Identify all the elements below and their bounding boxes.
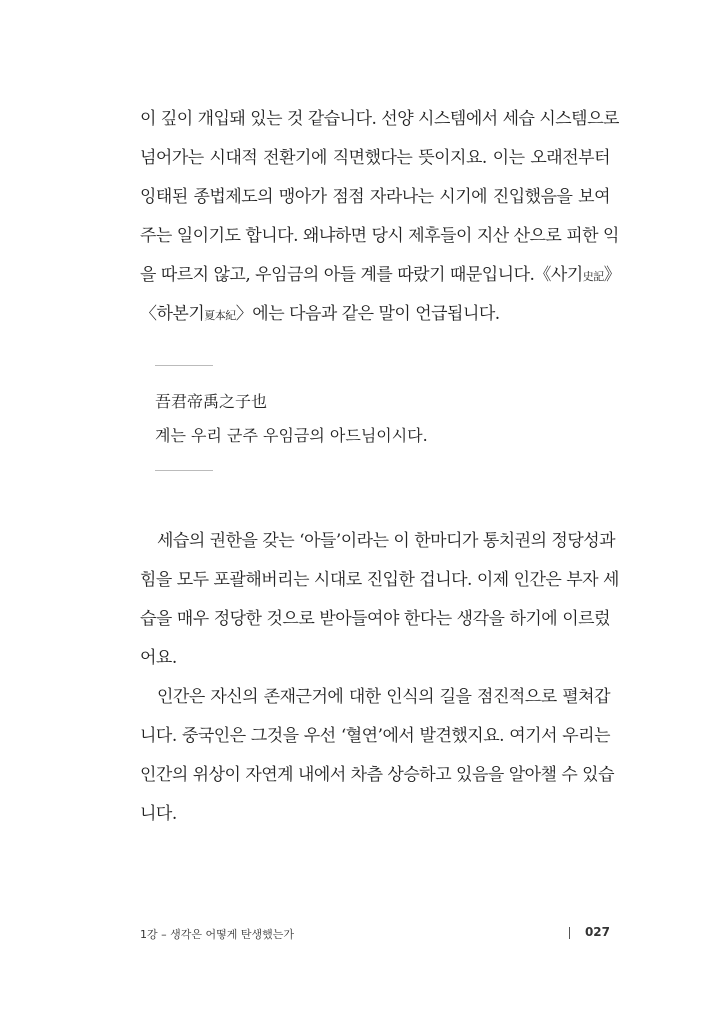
- text-line: 니다.: [140, 804, 177, 824]
- paragraph-3: [140, 678, 615, 834]
- page-number: 027: [584, 925, 610, 939]
- text-segment: 〈하본기: [140, 304, 205, 324]
- text-line: 니다. 중국인은 그것을 우선 ‘혈연’에서 발견했지요. 여기서 우리는: [140, 726, 610, 746]
- text-line: 힘을 모두 포괄해버리는 시대로 진입한 겁니다. 이제 인간은 부자 세: [140, 570, 619, 590]
- quote-original: 吾君帝禹之子也: [155, 392, 268, 411]
- block-quote: [155, 385, 595, 453]
- quote-divider-bottom: [155, 470, 213, 471]
- text-line: 이 깊이 개입돼 있는 것 같습니다. 선양 시스템에서 세습 시스템으로: [140, 109, 619, 129]
- text-line: 세습의 권한을 갖는 ‘아들’이라는 이 한마디가 통치권의 정당성과: [157, 531, 616, 551]
- text-line: 인간의 위상이 자연계 내에서 차츰 상승하고 있음을 알아챌 수 있습: [140, 765, 615, 785]
- hanja-annotation: 夏本紀: [204, 309, 236, 322]
- text-segment: 》: [603, 265, 621, 285]
- text-segment: 〉에는 다음과 같은 말이 언급됩니다.: [235, 304, 500, 324]
- paragraph-2: [140, 522, 619, 678]
- text-line: [140, 256, 621, 295]
- hanja-annotation: 史記: [582, 270, 604, 283]
- text-line: 주는 일이기도 합니다. 왜냐하면 당시 제후들이 지산 산으로 피한 익: [140, 226, 619, 246]
- intro-paragraph: [140, 100, 621, 334]
- text-line: 잉태된 종법제도의 맹아가 점점 자라나는 시기에 진입했음을 보여: [140, 187, 610, 207]
- chapter-title: 1강 – 생각은 어떻게 탄생했는가: [140, 928, 294, 941]
- page-footer: [140, 922, 610, 946]
- text-line: 넘어가는 시대적 전환기에 직면했다는 뜻이지요. 이는 오래전부터: [140, 148, 610, 168]
- quote-divider-top: [155, 365, 213, 366]
- quote-translation: 계는 우리 군주 우임금의 아드님이시다.: [155, 426, 428, 445]
- text-line: [140, 295, 610, 334]
- text-segment: 을 따르지 않고, 우임금의 아들 계를 따랐기 때문입니다.《사기: [140, 265, 583, 285]
- footer-divider: [569, 927, 570, 939]
- text-line: 습을 매우 정당한 것으로 받아들여야 한다는 생각을 하기에 이르렀: [140, 609, 610, 629]
- text-line: 어요.: [140, 648, 177, 668]
- text-line: 인간은 자신의 존재근거에 대한 인식의 길을 점진적으로 펼쳐갑: [157, 687, 610, 707]
